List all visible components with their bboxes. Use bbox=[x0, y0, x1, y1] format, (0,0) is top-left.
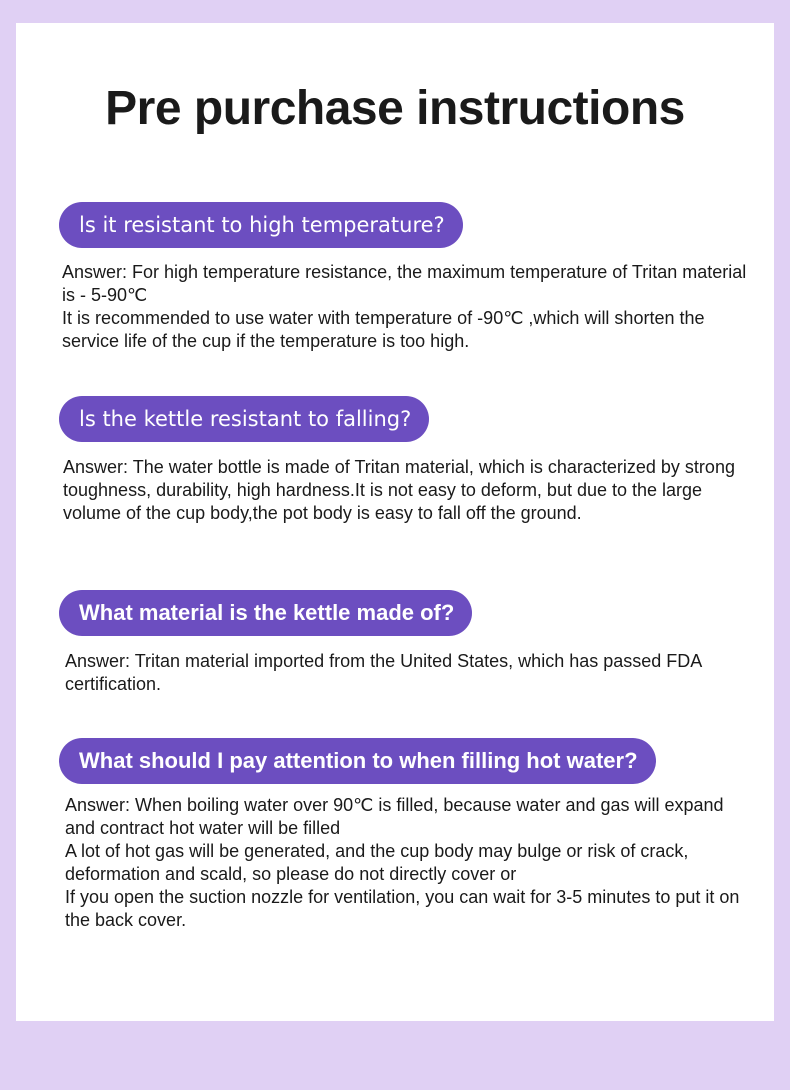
answer-line: Answer: Tritan material imported from the United States, which has passed FDA certification. bbox=[65, 651, 702, 694]
question-pill-hot-water: What should I pay attention to when filling hot water? bbox=[59, 738, 656, 784]
answer-line: A lot of hot gas will be generated, and the cup body may bulge or risk of crack, deformation and scald, so please do not directly cover or bbox=[65, 841, 689, 884]
answer-line: Answer: When boiling water over 90℃ is filled, because water and gas will expand and contract hot water will be filled bbox=[65, 795, 724, 838]
answer-line: If you open the suction nozzle for ventilation, you can wait for 3-5 minutes to put it on the back cover. bbox=[65, 887, 740, 930]
answer-falling bbox=[63, 456, 753, 525]
question-pill-high-temperature: ls it resistant to high temperature? bbox=[59, 202, 463, 248]
question-pill-material: What material is the kettle made of? bbox=[59, 590, 472, 636]
answer-line: Answer: The water bottle is made of Tritan material, which is characterized by strong toughness, durability, high hardness.It is not easy to deform, but due to the large volume of the cup body,the pot body is easy to fall off the ground. bbox=[63, 457, 735, 523]
answer-line: Answer: For high temperature resistance, the maximum temperature of Tritan material is - 5-90℃ bbox=[62, 262, 747, 305]
answer-material bbox=[65, 650, 755, 696]
answer-hot-water bbox=[65, 794, 755, 932]
answer-high-temperature bbox=[62, 261, 752, 353]
question-pill-falling: ls the kettle resistant to falling? bbox=[59, 396, 429, 442]
answer-line: It is recommended to use water with temperature of -90℃ ,which will shorten the service life of the cup if the temperature is too high. bbox=[62, 308, 705, 351]
page-title: Pre purchase instructions bbox=[105, 82, 685, 135]
